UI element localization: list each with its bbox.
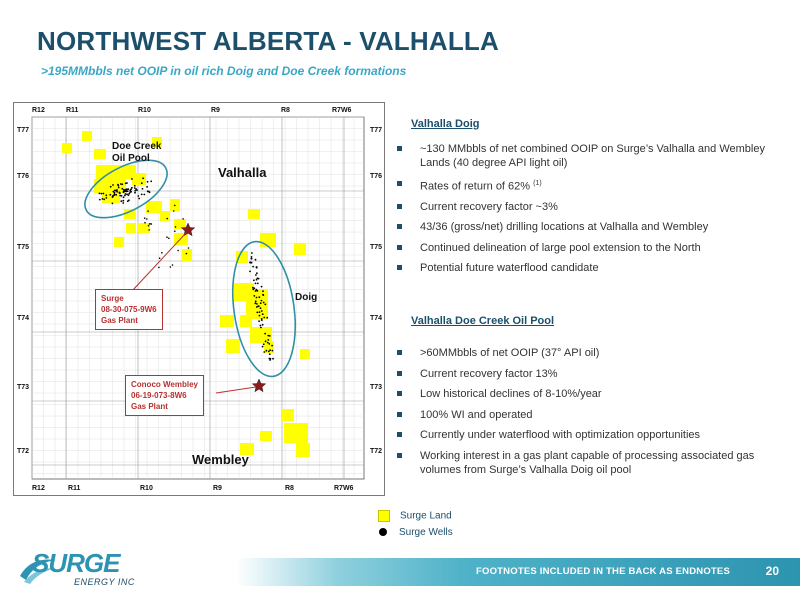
bullet-square-icon [397, 245, 402, 250]
range-label-bottom: R11 [68, 485, 81, 492]
range-label-bottom: R10 [140, 485, 153, 492]
valhalla-map [13, 102, 385, 496]
township-label-right: T74 [370, 315, 383, 322]
bullet-square-icon [397, 224, 402, 229]
township-label-right: T76 [370, 173, 383, 180]
range-label-bottom: R7W6 [334, 485, 354, 492]
township-label-left: T76 [17, 173, 30, 180]
surge-energy-logo [18, 546, 138, 592]
yellow-square-icon [378, 510, 390, 522]
range-label-bottom: R12 [32, 485, 45, 492]
township-label-left: T72 [17, 448, 30, 455]
legend-surge-land: Surge Land [378, 510, 452, 522]
page-number: 20 [765, 564, 779, 578]
bullet-item: 100% WI and operated [394, 408, 794, 422]
bullet-item: Working interest in a gas plant capable of processing associated gas volumes from Surge’s Valhalla Doig oil pool [394, 449, 794, 477]
range-label-bottom: R9 [213, 485, 222, 492]
bullet-item: Currently under waterflood with optimization opportunities [394, 428, 794, 442]
range-label-top: R10 [138, 107, 151, 114]
section-heading-valhalla-doig: Valhalla Doig [411, 118, 480, 130]
doe-creek-bullets [394, 346, 794, 483]
bullet-square-icon [397, 204, 402, 209]
township-label-right: T72 [370, 448, 383, 455]
legend-surge-wells: Surge Wells [378, 527, 453, 538]
conoco-gas-plant-callout: Conoco Wembley 06-19-073-8W6 Gas Plant [125, 375, 204, 416]
map-graphic [14, 103, 384, 495]
bullet-square-icon [397, 265, 402, 270]
bullet-item: 43/36 (gross/net) drilling locations at Valhalla and Wembley [394, 220, 794, 234]
bullet-square-icon [397, 146, 402, 151]
township-label-left: T75 [17, 244, 30, 251]
township-label-left: T74 [17, 315, 30, 322]
valhalla-doig-bullets [394, 142, 794, 282]
bullet-item: Potential future waterflood candidate [394, 261, 794, 275]
bullet-item: Current recovery factor ~3% [394, 200, 794, 214]
doe-creek-pool-label: Doe Creek Oil Pool [112, 141, 162, 164]
valhalla-label: Valhalla [218, 165, 267, 180]
bullet-item: Continued delineation of large pool extension to the North [394, 241, 794, 255]
logo-wordmark: SURGE [32, 548, 120, 578]
range-label-top: R11 [66, 107, 79, 114]
footer-bar [236, 558, 800, 586]
range-label-bottom: R8 [285, 485, 294, 492]
page-title: NORTHWEST ALBERTA - VALHALLA [37, 26, 499, 56]
doig-label: Doig [295, 292, 318, 303]
bullet-item: Rates of return of 62% $^{(1)}$ [394, 177, 794, 194]
section-heading-doe-creek: Valhalla Doe Creek Oil Pool [411, 315, 555, 327]
bullet-item: Low historical declines of 8-10%/year [394, 387, 794, 401]
black-dot-icon [379, 528, 387, 536]
bullet-square-icon [397, 391, 402, 396]
bullet-square-icon [397, 432, 402, 437]
footnotes-note: FOOTNOTES INCLUDED IN THE BACK AS ENDNOTES [476, 566, 730, 577]
township-label-right: T75 [370, 244, 383, 251]
township-label-right: T73 [370, 384, 383, 391]
bullet-square-icon [397, 371, 402, 376]
page-subtitle: >195MMbbls net OOIP in oil rich Doig and Doe Creek formations [41, 64, 407, 78]
surge-gas-plant-callout: Surge 08-30-075-9W6 Gas Plant [95, 289, 163, 330]
township-label-right: T77 [370, 127, 383, 134]
bullet-square-icon [397, 453, 402, 458]
bullet-square-icon [397, 350, 402, 355]
range-label-top: R9 [211, 107, 220, 114]
bullet-item: Current recovery factor 13% [394, 367, 794, 381]
bullet-square-icon [397, 412, 402, 417]
range-label-top: R7W6 [332, 107, 352, 114]
range-label-top: R8 [281, 107, 290, 114]
township-label-left: T77 [17, 127, 30, 134]
logo-subtext: ENERGY INC [74, 577, 135, 587]
bullet-item: >60MMbbls of net OOIP (37° API oil) [394, 346, 794, 360]
range-label-top: R12 [32, 107, 45, 114]
township-label-left: T73 [17, 384, 30, 391]
bullet-item: ~130 MMbbls of net combined OOIP on Surge’s Valhalla and Wembley Lands (40 degree API light oil) [394, 142, 794, 170]
wembley-label: Wembley [192, 452, 249, 467]
bullet-square-icon [397, 181, 402, 186]
